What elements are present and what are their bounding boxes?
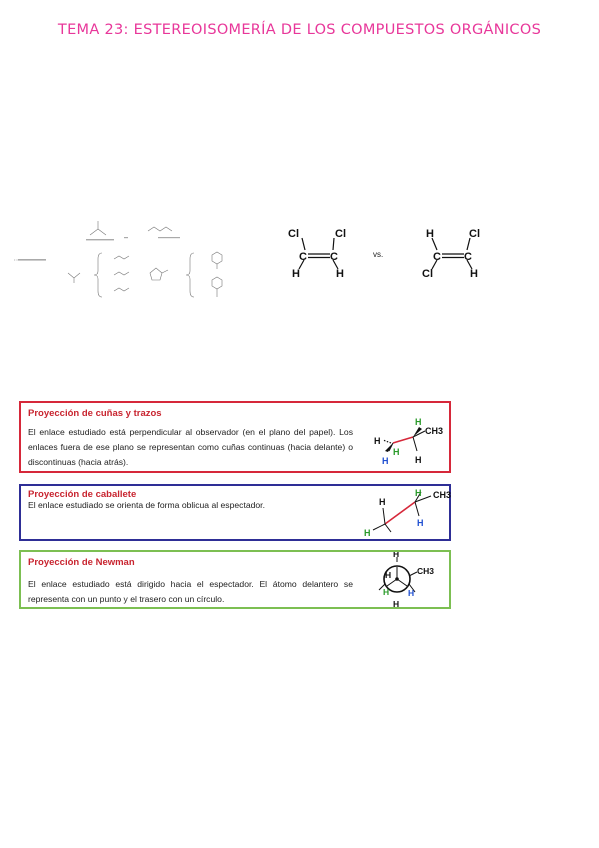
sh-h-top: H <box>415 488 422 498</box>
sh-ch3: CH3 <box>433 490 451 500</box>
sh-h-top-left: H <box>379 497 386 507</box>
sh-h-bottom-left: H <box>364 528 371 538</box>
sh-h-right: H <box>417 518 424 528</box>
nm-h-bottom: H <box>393 599 400 608</box>
versus-label: vs. <box>373 250 384 259</box>
newman-description: El enlace estudiado está dirigido hacia el espectador. El átomo delantero se representa con un punto y el trasero con un círculo. <box>28 579 353 604</box>
cis-dichloroethene-structure <box>284 226 359 280</box>
nm-ch3: CH3 <box>417 566 435 576</box>
sawhorse-title: Proyección de caballete <box>28 489 137 500</box>
wd-h-top: H <box>415 417 422 427</box>
cis-c-left: C <box>299 251 307 263</box>
trans-c-left: C <box>433 251 441 263</box>
sawhorse-description: El enlace estudiado se orienta de forma oblicua al espectador. <box>28 500 265 510</box>
cis-cl-left: Cl <box>288 228 299 240</box>
sawhorse-projection-card <box>19 484 451 541</box>
wd-h-bottom-left: H <box>382 456 389 466</box>
nm-h-top: H <box>393 552 400 559</box>
nm-h-bottom-right: H <box>408 588 415 598</box>
trans-c-right: C <box>464 251 472 263</box>
wd-h-mid: H <box>393 447 400 457</box>
nm-h-back-left: H <box>383 587 390 597</box>
cis-c-right: C <box>330 251 338 263</box>
trans-dichloroethene-structure <box>418 226 493 280</box>
wedge-dash-projection-card <box>19 401 451 473</box>
wedge-dash-description: El enlace estudiado está perpendicular al observador (en el plano del papel). Los enlaces fuera de ese plano se representan como cuñas continuas (hacia delante) o discontinuas (hacia atrás). <box>28 427 353 467</box>
cis-h-left: H <box>292 268 300 280</box>
trans-h-left: H <box>426 228 434 240</box>
wd-h-bottom-right: H <box>415 455 422 465</box>
wedge-dash-title: Proyección de cuñas y trazos <box>28 408 162 419</box>
trans-cl-left: Cl <box>422 268 433 280</box>
newman-title: Proyección de Newman <box>28 557 135 568</box>
isomerism-classification-diagram <box>10 213 255 308</box>
newman-figure <box>373 552 449 608</box>
sawhorse-figure <box>359 486 451 540</box>
wd-h-left: H <box>374 436 381 446</box>
wedge-dash-figure <box>365 407 449 469</box>
cis-h-right: H <box>336 268 344 280</box>
page-title: TEMA 23: ESTEREOISOMERÍA DE LOS COMPUESTOS ORGÁNICOS <box>57 22 542 38</box>
trans-h-right: H <box>470 268 478 280</box>
trans-cl-right: Cl <box>469 228 480 240</box>
cis-cl-right: Cl <box>335 228 346 240</box>
newman-projection-card <box>19 550 451 609</box>
wd-ch3: CH3 <box>425 426 444 436</box>
nm-h-front-left: H <box>385 570 392 580</box>
